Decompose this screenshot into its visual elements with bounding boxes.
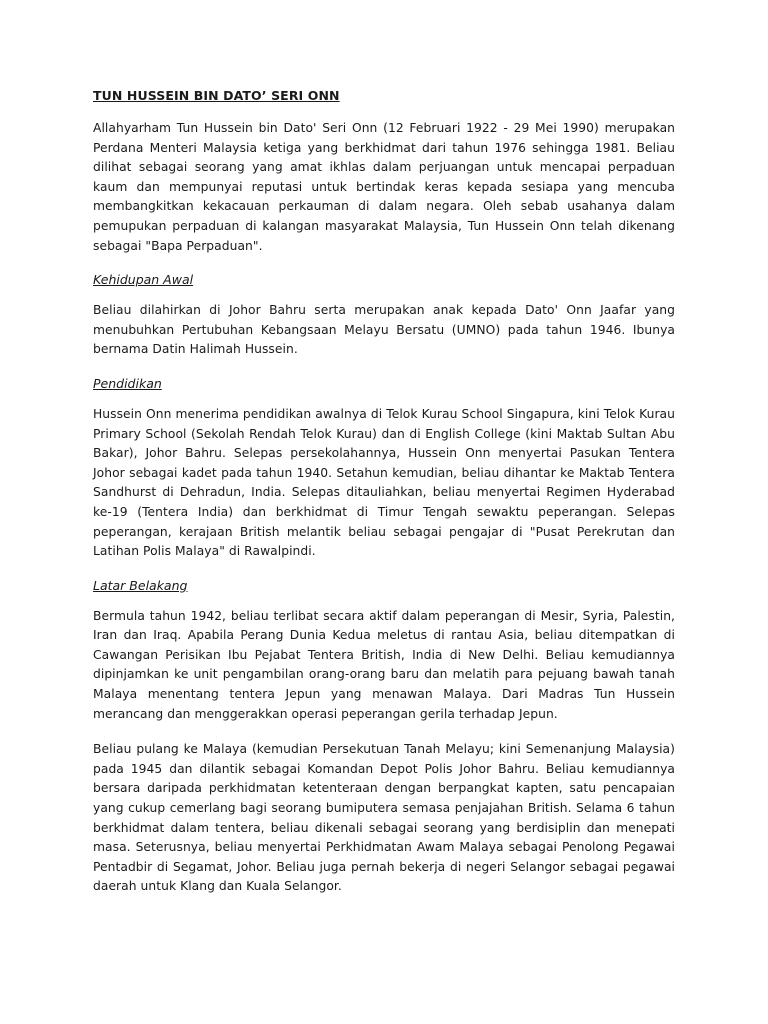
intro-paragraph: Allahyarham Tun Hussein bin Dato' Seri Onn (12 Februari 1922 - 29 Mei 1990) merupakan Perdana Menteri Malaysia ketiga yang berkhidmat dari tahun 1976 sehingga 1981. Beliau dilihat sebagai seorang yang amat ikhlas dalam perjuangan untuk mencapai perpaduan kaum dan mempunyai reputasi untuk bertindak keras kepada sesiapa yang mencuba membangkitkan kekacauan perkauman di dalam negara. Oleh sebab usahanya dalam pemupukan perpaduan di kalangan masyarakat Malaysia, Tun Hussein Onn telah dikenang sebagai "Bapa Perpaduan". <box>93 121 675 253</box>
section-paragraph: Beliau dilahirkan di Johor Bahru serta merupakan anak kepada Dato' Onn Jaafar yang menubuhkan Pertubuhan Kebangsaan Melayu Bersatu (UMNO) pada tahun 1946. Ibunya bernama Datin Halimah Hussein. <box>93 303 675 357</box>
section-latar-belakang <box>93 578 675 897</box>
section-paragraph: Hussein Onn menerima pendidikan awalnya di Telok Kurau School Singapura, kini Telok Kurau Primary School (Sekolah Rendah Telok Kurau) dan di English College (kini Maktab Sultan Abu Bakar), Johor Bahru. Selepas persekolahannya, Hussein Onn menyertai Pasukan Tentera Johor sebagai kadet pada tahun 1940. Setahun kemudian, beliau dihantar ke Maktab Tentera Sandhurst di Dehradun, India. Selepas ditauliahkan, beliau menyertai Regimen Hyderabad ke-19 (Tentera India) dan berkhidmat di Timur Tengah sewaktu peperangan. Selepas peperangan, kerajaan British melantik beliau sebagai pengajar di "Pusat Perekrutan dan Latihan Polis Malaya" di Rawalpindi. <box>93 406 675 559</box>
section-kehidupan-awal <box>93 272 675 360</box>
document-page <box>93 88 675 913</box>
document-title: TUN HUSSEIN BIN DATO’ SERI ONN <box>93 88 340 103</box>
section-heading: Latar Belakang <box>93 577 188 593</box>
section-heading: Kehidupan Awal <box>93 272 194 288</box>
section-heading: Pendidikan <box>93 375 162 391</box>
section-pendidikan <box>93 376 675 562</box>
section-paragraph: Beliau pulang ke Malaya (kemudian Persekutuan Tanah Melayu; kini Semenanjung Malaysia) pada 1945 dan dilantik sebagai Komandan Depot Polis Johor Bahru. Beliau kemudiannya bersara daripada perkhidmatan ketenteraan dengan berpangkat kapten, satu pencapaian yang cukup cemerlang bagi seorang bumiputera semasa penjajahan British. Selama 6 tahun berkhidmat dalam tentera, beliau dikenali sebagai seorang yang berdisiplin dan menepati masa. Seterusnya, beliau menyertai Perkhidmatan Awam Malaya sebagai Penolong Pegawai Pentadbir di Segamat, Johor. Beliau juga pernah bekerja di negeri Selangor sebagai pegawai daerah untuk Klang dan Kuala Selangor. <box>93 742 675 894</box>
section-paragraph: Bermula tahun 1942, beliau terlibat secara aktif dalam peperangan di Mesir, Syria, Palestin, Iran dan Iraq. Apabila Perang Dunia Kedua meletus di rantau Asia, beliau ditempatkan di Cawangan Perisikan Ibu Pejabat Tentera British, India di New Delhi. Beliau kemudiannya dipinjamkan ke unit pengambilan orang-orang baru dan melatih para pejuang bawah tanah Malaya menentang tentera Jepun yang menawan Malaya. Dari Madras Tun Hussein merancang dan menggerakkan operasi peperangan gerila terhadap Jepun. <box>93 608 675 721</box>
